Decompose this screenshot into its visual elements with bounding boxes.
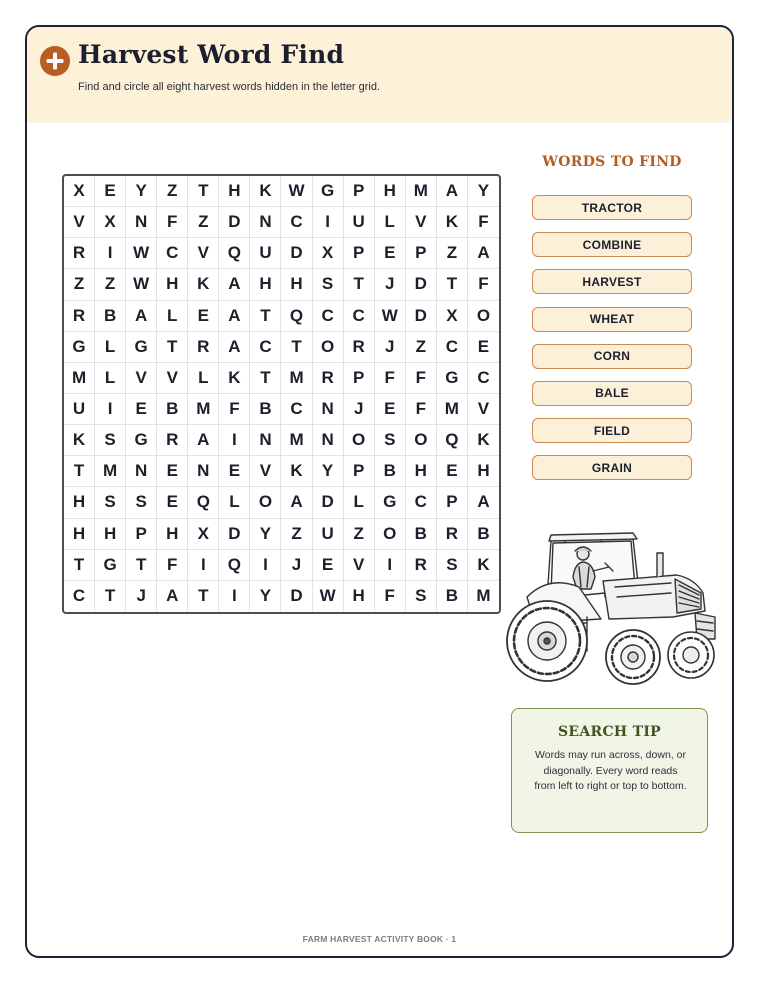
grid-letter[interactable]: A bbox=[157, 581, 188, 612]
grid-letter[interactable]: N bbox=[250, 425, 281, 456]
grid-letter[interactable]: O bbox=[344, 425, 375, 456]
grid-letter[interactable]: F bbox=[375, 581, 406, 612]
grid-letter[interactable]: U bbox=[344, 207, 375, 238]
grid-letter[interactable]: Q bbox=[188, 487, 219, 518]
grid-letter[interactable]: P bbox=[344, 238, 375, 269]
grid-letter[interactable]: Z bbox=[188, 207, 219, 238]
grid-letter[interactable]: X bbox=[313, 238, 344, 269]
grid-letter[interactable]: G bbox=[375, 487, 406, 518]
grid-letter[interactable]: B bbox=[437, 581, 468, 612]
grid-letter[interactable]: H bbox=[406, 456, 437, 487]
grid-letter[interactable]: O bbox=[313, 332, 344, 363]
grid-letter[interactable]: A bbox=[468, 487, 499, 518]
grid-letter[interactable]: N bbox=[313, 425, 344, 456]
grid-letter[interactable]: G bbox=[313, 176, 344, 207]
grid-letter[interactable]: Y bbox=[250, 581, 281, 612]
grid-letter[interactable]: B bbox=[406, 519, 437, 550]
grid-letter[interactable]: D bbox=[219, 519, 250, 550]
grid-letter[interactable]: F bbox=[468, 269, 499, 300]
activity-page bbox=[25, 25, 734, 958]
grid-letter[interactable]: Z bbox=[64, 269, 95, 300]
grid-letter[interactable]: V bbox=[250, 456, 281, 487]
grid-letter[interactable]: F bbox=[375, 363, 406, 394]
grid-letter[interactable]: T bbox=[437, 269, 468, 300]
grid-letter[interactable]: F bbox=[406, 363, 437, 394]
grid-letter[interactable]: J bbox=[344, 394, 375, 425]
grid-letter[interactable]: K bbox=[437, 207, 468, 238]
grid-letter[interactable]: E bbox=[468, 332, 499, 363]
grid-letter[interactable]: H bbox=[64, 519, 95, 550]
grid-letter[interactable]: W bbox=[313, 581, 344, 612]
grid-letter[interactable]: P bbox=[126, 519, 157, 550]
grid-letter[interactable]: F bbox=[406, 394, 437, 425]
grid-letter[interactable]: U bbox=[313, 519, 344, 550]
grid-letter[interactable]: I bbox=[375, 550, 406, 581]
grid-letter[interactable]: V bbox=[468, 394, 499, 425]
grid-letter[interactable]: L bbox=[188, 363, 219, 394]
grid-letter[interactable]: M bbox=[437, 394, 468, 425]
grid-letter[interactable]: A bbox=[219, 301, 250, 332]
grid-letter[interactable]: S bbox=[313, 269, 344, 300]
grid-letter[interactable]: A bbox=[188, 425, 219, 456]
grid-letter[interactable]: J bbox=[375, 332, 406, 363]
grid-letter[interactable]: H bbox=[375, 176, 406, 207]
page-footer: FARM HARVEST ACTIVITY BOOK · 1 bbox=[302, 934, 457, 944]
grid-letter[interactable]: M bbox=[281, 425, 312, 456]
grid-letter[interactable]: C bbox=[64, 581, 95, 612]
grid-letter[interactable]: C bbox=[344, 301, 375, 332]
grid-letter[interactable]: O bbox=[375, 519, 406, 550]
grid-letter[interactable]: O bbox=[406, 425, 437, 456]
grid-letter[interactable]: G bbox=[95, 550, 126, 581]
grid-letter[interactable]: D bbox=[406, 269, 437, 300]
grid-letter[interactable]: H bbox=[250, 269, 281, 300]
grid-letter[interactable]: U bbox=[250, 238, 281, 269]
grid-letter[interactable]: T bbox=[95, 581, 126, 612]
grid-letter[interactable]: Q bbox=[281, 301, 312, 332]
grid-letter[interactable]: F bbox=[219, 394, 250, 425]
grid-letter[interactable]: R bbox=[188, 332, 219, 363]
grid-letter[interactable]: L bbox=[157, 301, 188, 332]
grid-letter[interactable]: F bbox=[157, 207, 188, 238]
grid-letter[interactable]: G bbox=[437, 363, 468, 394]
grid-letter[interactable]: V bbox=[157, 363, 188, 394]
page-title: Harvest Word Find bbox=[78, 40, 345, 69]
grid-letter[interactable]: L bbox=[219, 487, 250, 518]
grid-letter[interactable]: E bbox=[437, 456, 468, 487]
grid-letter[interactable]: Z bbox=[437, 238, 468, 269]
grid-letter[interactable]: E bbox=[95, 176, 126, 207]
grid-letter[interactable]: R bbox=[64, 238, 95, 269]
word-item-grain: GRAIN bbox=[532, 455, 692, 480]
grid-letter[interactable]: K bbox=[250, 176, 281, 207]
grid-letter[interactable]: M bbox=[64, 363, 95, 394]
plus-circle-icon bbox=[40, 46, 70, 76]
grid-letter[interactable]: Q bbox=[219, 550, 250, 581]
grid-letter[interactable]: F bbox=[157, 550, 188, 581]
grid-letter[interactable]: C bbox=[313, 301, 344, 332]
grid-letter[interactable]: Z bbox=[95, 269, 126, 300]
grid-letter[interactable]: R bbox=[64, 301, 95, 332]
grid-letter[interactable]: P bbox=[344, 176, 375, 207]
grid-letter[interactable]: M bbox=[406, 176, 437, 207]
page-subtitle: Find and circle all eight harvest words hidden in the letter grid. bbox=[78, 81, 381, 93]
grid-letter[interactable]: Y bbox=[313, 456, 344, 487]
grid-letter[interactable]: V bbox=[406, 207, 437, 238]
grid-letter[interactable]: N bbox=[188, 456, 219, 487]
grid-letter[interactable]: B bbox=[468, 519, 499, 550]
grid-letter[interactable]: I bbox=[95, 238, 126, 269]
grid-letter[interactable]: T bbox=[64, 456, 95, 487]
grid-letter[interactable]: Z bbox=[344, 519, 375, 550]
grid-letter[interactable]: A bbox=[126, 301, 157, 332]
grid-letter[interactable]: Q bbox=[219, 238, 250, 269]
grid-letter[interactable]: I bbox=[219, 425, 250, 456]
grid-letter[interactable]: E bbox=[157, 456, 188, 487]
grid-letter[interactable]: H bbox=[344, 581, 375, 612]
grid-letter[interactable]: E bbox=[375, 238, 406, 269]
grid-letter[interactable]: H bbox=[468, 456, 499, 487]
grid-letter[interactable]: R bbox=[157, 425, 188, 456]
word-item-tractor: TRACTOR bbox=[532, 195, 692, 220]
grid-letter[interactable]: B bbox=[250, 394, 281, 425]
grid-letter[interactable]: E bbox=[375, 394, 406, 425]
grid-letter[interactable]: T bbox=[126, 550, 157, 581]
grid-letter[interactable]: C bbox=[157, 238, 188, 269]
grid-letter[interactable]: W bbox=[375, 301, 406, 332]
grid-letter[interactable]: V bbox=[344, 550, 375, 581]
grid-letter[interactable]: Z bbox=[157, 176, 188, 207]
grid-letter[interactable]: H bbox=[157, 519, 188, 550]
grid-letter[interactable]: A bbox=[219, 269, 250, 300]
grid-letter[interactable]: R bbox=[344, 332, 375, 363]
grid-letter[interactable]: T bbox=[157, 332, 188, 363]
grid-letter[interactable]: L bbox=[344, 487, 375, 518]
grid-letter[interactable]: R bbox=[406, 550, 437, 581]
grid-letter[interactable]: J bbox=[375, 269, 406, 300]
grid-letter[interactable]: P bbox=[437, 487, 468, 518]
grid-letter[interactable]: C bbox=[406, 487, 437, 518]
grid-letter[interactable]: D bbox=[313, 487, 344, 518]
grid-letter[interactable]: I bbox=[188, 550, 219, 581]
grid-letter[interactable]: Z bbox=[281, 519, 312, 550]
words-heading: WORDS TO FIND bbox=[542, 154, 682, 170]
grid-letter[interactable]: D bbox=[281, 581, 312, 612]
grid-letter[interactable]: N bbox=[313, 394, 344, 425]
grid-letter[interactable]: K bbox=[188, 269, 219, 300]
grid-letter[interactable]: I bbox=[313, 207, 344, 238]
grid-letter[interactable]: A bbox=[219, 332, 250, 363]
grid-letter[interactable]: P bbox=[344, 456, 375, 487]
grid-letter[interactable]: M bbox=[476, 586, 491, 606]
grid-letter[interactable]: W bbox=[281, 176, 312, 207]
grid-letter[interactable]: G bbox=[126, 332, 157, 363]
grid-letter[interactable]: X bbox=[437, 301, 468, 332]
grid-letter[interactable]: E bbox=[313, 550, 344, 581]
word-item-corn: CORN bbox=[532, 344, 692, 369]
grid-letter[interactable]: X bbox=[95, 207, 126, 238]
grid-letter[interactable]: H bbox=[64, 487, 95, 518]
grid-letter[interactable]: O bbox=[250, 487, 281, 518]
search-tip-title: SEARCH TIP bbox=[557, 724, 662, 740]
grid-letter[interactable]: H bbox=[157, 269, 188, 300]
grid-letter[interactable]: I bbox=[95, 394, 126, 425]
word-list bbox=[532, 195, 692, 493]
grid-letter[interactable]: Y bbox=[468, 176, 499, 207]
tractor-illustration bbox=[505, 527, 717, 685]
grid-letter[interactable]: N bbox=[250, 207, 281, 238]
grid-letter[interactable]: Y bbox=[126, 176, 157, 207]
grid-letter[interactable]: R bbox=[313, 363, 344, 394]
grid-letter[interactable]: A bbox=[468, 238, 499, 269]
grid-letter[interactable]: T bbox=[250, 363, 281, 394]
grid-letter[interactable]: K bbox=[64, 425, 95, 456]
grid-letter[interactable]: A bbox=[437, 176, 468, 207]
grid-letter[interactable]: P bbox=[344, 363, 375, 394]
grid-letter[interactable]: X bbox=[188, 519, 219, 550]
grid-letter[interactable]: S bbox=[95, 425, 126, 456]
grid-letter[interactable]: C bbox=[281, 394, 312, 425]
grid-letter[interactable]: P bbox=[406, 238, 437, 269]
grid-letter[interactable]: Y bbox=[250, 519, 281, 550]
grid-letter[interactable]: X bbox=[64, 176, 95, 207]
grid-letter[interactable]: E bbox=[188, 301, 219, 332]
grid-letter[interactable]: V bbox=[126, 363, 157, 394]
header-divider bbox=[27, 119, 732, 123]
grid-letter[interactable]: I bbox=[250, 550, 281, 581]
grid-letter[interactable]: S bbox=[406, 581, 437, 612]
grid-letter[interactable]: G bbox=[64, 332, 95, 363]
grid-letter[interactable]: T bbox=[64, 550, 95, 581]
grid-letter[interactable]: R bbox=[437, 519, 468, 550]
grid-letter[interactable]: S bbox=[95, 487, 126, 518]
page-header bbox=[27, 27, 732, 121]
grid-letter[interactable]: C bbox=[250, 332, 281, 363]
grid-letter[interactable]: F bbox=[468, 207, 499, 238]
grid-letter[interactable]: B bbox=[157, 394, 188, 425]
grid-letter[interactable]: T bbox=[250, 301, 281, 332]
grid-letter[interactable]: M bbox=[95, 456, 126, 487]
grid-letter[interactable]: E bbox=[126, 394, 157, 425]
grid-letter[interactable]: G bbox=[126, 425, 157, 456]
grid-letter[interactable]: C bbox=[468, 363, 499, 394]
grid-letter[interactable]: M bbox=[281, 363, 312, 394]
grid-letter[interactable]: K bbox=[281, 456, 312, 487]
word-item-field: FIELD bbox=[532, 418, 692, 443]
grid-letter[interactable]: J bbox=[126, 581, 157, 612]
grid-letter[interactable]: N bbox=[126, 207, 157, 238]
grid-letter[interactable]: H bbox=[281, 269, 312, 300]
grid-letter[interactable]: K bbox=[468, 425, 499, 456]
grid-letter[interactable]: M bbox=[188, 394, 219, 425]
grid-letter[interactable]: J bbox=[281, 550, 312, 581]
search-tip-text: Words may run across, down, or diagonally. Every word reads from left to right or top to bottom. bbox=[534, 749, 687, 792]
grid-letter[interactable]: C bbox=[437, 332, 468, 363]
grid-letter[interactable]: B bbox=[95, 301, 126, 332]
grid-letter[interactable]: T bbox=[188, 176, 219, 207]
grid-letter[interactable]: Z bbox=[406, 332, 437, 363]
grid-letter[interactable]: K bbox=[468, 550, 499, 581]
grid-letter[interactable]: U bbox=[64, 394, 95, 425]
grid-letter[interactable]: E bbox=[219, 456, 250, 487]
grid-letter[interactable]: C bbox=[281, 207, 312, 238]
word-item-wheat: WHEAT bbox=[532, 307, 692, 332]
grid-letter[interactable]: E bbox=[157, 487, 188, 518]
grid-letter[interactable]: B bbox=[375, 456, 406, 487]
grid-letter[interactable]: N bbox=[126, 456, 157, 487]
word-item-harvest: HARVEST bbox=[532, 269, 692, 294]
grid-letter[interactable]: T bbox=[344, 269, 375, 300]
grid-letter[interactable]: S bbox=[437, 550, 468, 581]
grid-letter[interactable]: I bbox=[219, 581, 250, 612]
grid-letter[interactable]: D bbox=[406, 301, 437, 332]
grid-letter[interactable]: D bbox=[219, 207, 250, 238]
search-tip-box bbox=[511, 708, 708, 833]
grid-letter[interactable]: T bbox=[188, 581, 219, 612]
grid-letter[interactable]: A bbox=[281, 487, 312, 518]
grid-letter[interactable]: S bbox=[375, 425, 406, 456]
word-item-bale: BALE bbox=[532, 381, 692, 406]
word-item-combine: COMBINE bbox=[532, 232, 692, 257]
grid-letter[interactable]: S bbox=[126, 487, 157, 518]
grid-letter[interactable]: L bbox=[95, 363, 126, 394]
grid-letter[interactable]: W bbox=[126, 269, 157, 300]
grid-letter[interactable]: V bbox=[188, 238, 219, 269]
grid-letter[interactable]: W bbox=[126, 238, 157, 269]
grid-letter[interactable]: V bbox=[64, 207, 95, 238]
grid-letter[interactable]: H bbox=[95, 519, 126, 550]
grid-letter[interactable]: T bbox=[281, 332, 312, 363]
letter-grid bbox=[62, 174, 501, 614]
grid-letter[interactable]: L bbox=[95, 332, 126, 363]
grid-letter[interactable]: H bbox=[219, 176, 250, 207]
grid-letter[interactable]: K bbox=[219, 363, 250, 394]
grid-letter[interactable]: O bbox=[468, 301, 499, 332]
grid-letter[interactable]: Q bbox=[437, 425, 468, 456]
grid-letter[interactable]: L bbox=[375, 207, 406, 238]
grid-letter[interactable]: D bbox=[281, 238, 312, 269]
